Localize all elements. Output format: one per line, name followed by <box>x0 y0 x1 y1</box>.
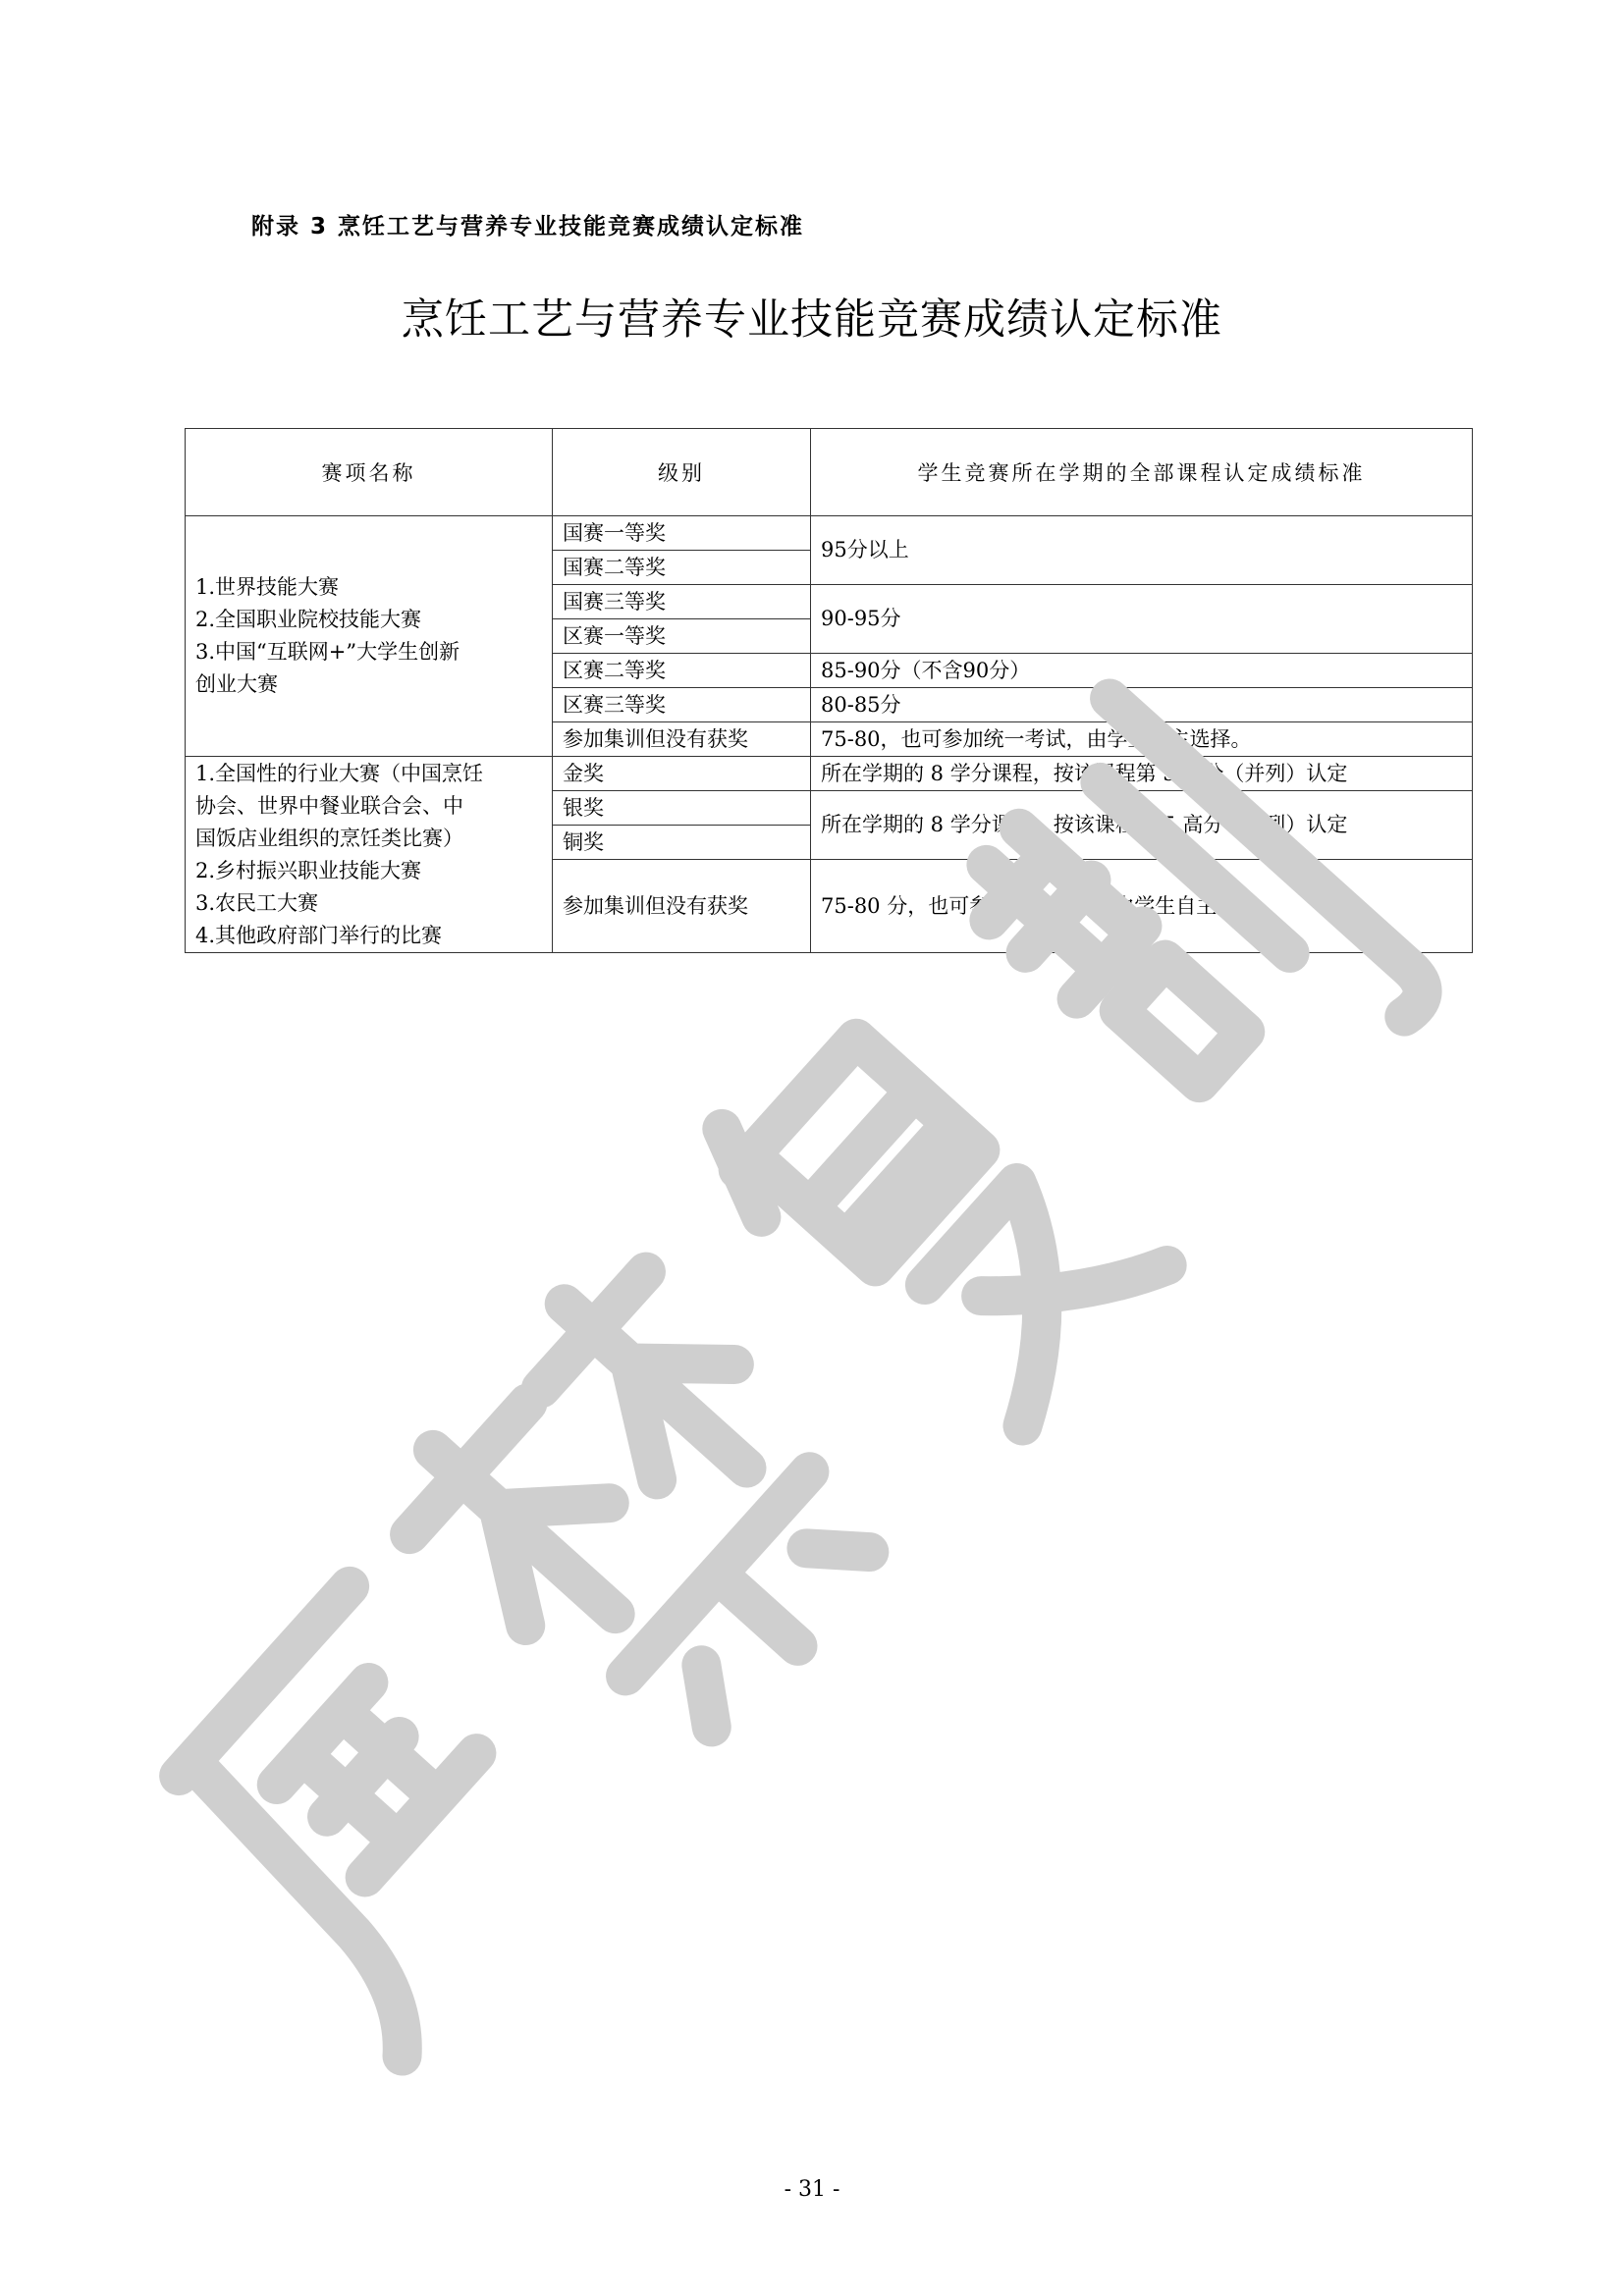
competition-item: 2.乡村振兴职业技能大赛 <box>195 858 422 882</box>
level-cell: 国赛一等奖 <box>553 516 811 551</box>
standard-cell: 85-90分（不含90分） <box>811 654 1473 688</box>
competition-item: 3.农民工大赛 <box>195 890 319 915</box>
standard-cell: 所在学期的 8 学分课程，按该课程第 3 高分（并列）认定 <box>811 757 1473 791</box>
group2-competitions <box>186 757 553 953</box>
level-cell: 参加集训但没有获奖 <box>553 722 811 757</box>
competition-item: 4.其他政府部门举行的比赛 <box>195 923 443 947</box>
table-row <box>186 757 1473 791</box>
page-number: - 31 - <box>784 2177 840 2202</box>
standard-cell: 95分以上 <box>811 516 1473 585</box>
competition-item: 3.中国“互联网+”大学生创新 <box>195 640 460 664</box>
competition-item: 1.全国性的行业大赛（中国烹饪 <box>195 761 484 785</box>
standards-table <box>185 428 1473 953</box>
standard-cell: 80-85分 <box>811 688 1473 722</box>
competition-item: 创业大赛 <box>195 672 278 696</box>
level-cell: 参加集训但没有获奖 <box>553 860 811 953</box>
level-cell: 区赛二等奖 <box>553 654 811 688</box>
level-cell: 国赛三等奖 <box>553 585 811 619</box>
level-cell: 区赛一等奖 <box>553 619 811 654</box>
header-competition: 赛项名称 <box>186 429 553 516</box>
level-cell: 银奖 <box>553 791 811 826</box>
header-standard: 学生竞赛所在学期的全部课程认定成绩标准 <box>811 429 1473 516</box>
standard-cell: 75-80，也可参加统一考试，由学生自主选择。 <box>811 722 1473 757</box>
group1-competitions <box>186 516 553 757</box>
level-cell: 金奖 <box>553 757 811 791</box>
level-cell: 区赛三等奖 <box>553 688 811 722</box>
competition-item: 2.全国职业院校技能大赛 <box>195 608 422 631</box>
level-cell: 国赛二等奖 <box>553 551 811 585</box>
competition-item: 国饭店业组织的烹饪类比赛） <box>195 826 463 850</box>
page-title: 烹饪工艺与营养专业技能竞赛成绩认定标准 <box>402 295 1222 345</box>
appendix-label: 附录 3 烹饪工艺与营养专业技能竞赛成绩认定标准 <box>251 214 805 240</box>
header-level: 级别 <box>553 429 811 516</box>
standard-cell: 所在学期的 8 学分课程，按该课程第 5 高分（并列）认定 <box>811 791 1473 860</box>
standard-cell: 75-80 分，也可参加统一考试，由学生自主选择。 <box>811 860 1473 953</box>
level-cell: 铜奖 <box>553 826 811 860</box>
competition-item: 1.世界技能大赛 <box>195 575 340 599</box>
standard-cell: 90-95分 <box>811 585 1473 654</box>
table-header-row <box>186 429 1473 516</box>
table-row <box>186 516 1473 551</box>
competition-item: 协会、世界中餐业联合会、中 <box>195 793 463 818</box>
